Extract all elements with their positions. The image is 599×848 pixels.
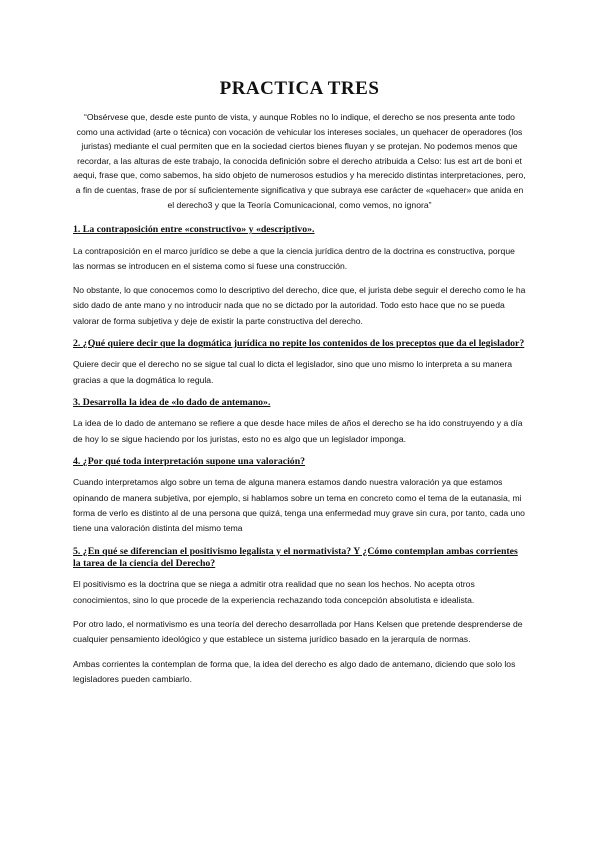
section-1 xyxy=(73,224,526,329)
answer-paragraph: La contraposición en el marco jurídico se debe a que la ciencia jurídica dentro de la doctrina es constructiva, porque las normas se introducen en el sistema como si fuese una construcción. xyxy=(73,245,515,271)
question-heading: 2. ¿Qué quiere decir que la dogmática jurídica no repite los contenidos de los preceptos que da el legislador? xyxy=(73,338,525,350)
section-2 xyxy=(73,338,526,388)
question-heading: 1. La contraposición entre «constructivo» y «descriptivo». xyxy=(73,224,315,236)
answer-paragraph: El positivismo es la doctrina que se niega a admitir otra realidad que no sean los hechos. No acepta otros conocimientos, sino lo que procede de la experiencia rechazando toda concepción absolutista e idealista. xyxy=(73,579,475,605)
section-3 xyxy=(73,397,526,447)
answer-paragraph: La idea de lo dado de antemano se refiere a que desde hace miles de años el derecho se ha ido construyendo y a día de hoy lo se sigue haciendo por los juristas, esto no es algo que un legislador imponga. xyxy=(73,418,523,444)
answer-paragraph: Cuando interpretamos algo sobre un tema de alguna manera estamos dando nuestra valoración ya que estamos opinando de manera subjetiva, por ejemplo, si hablamos sobre un tema en concreto como el tema de la eutanasia, mi forma de verlo es distinto al de una persona que quizá, tenga una enfermedad muy grave sin cura, por tanto, cada uno tiene una valoración distinta del mismo tema xyxy=(73,477,525,534)
answer-paragraph: Quiere decir que el derecho no se sigue tal cual lo dicta el legislador, sino que uno mismo lo interpreta a su manera gracias a que la dogmática lo regula. xyxy=(73,359,513,385)
question-heading: 5. ¿En qué se diferencian el positivismo legalista y el normativista? Y ¿Cómo contemplan ambas corrientes la tarea de la ciencia del Derecho? xyxy=(73,545,518,570)
answer-paragraph: No obstante, lo que conocemos como lo descriptivo del derecho, dice que, el jurista debe seguir el derecho como le ha sido dado de ante mano y no introducir nada que no se dictado por la autoridad. Todo esto hace que no se pueda valorar de forma subjetiva y deje de existir la parte constructiva del derecho. xyxy=(73,285,526,326)
answer-paragraph: Por otro lado, el normativismo es una teoría del derecho desarrollada por Hans Kelsen que pretende desprenderse de cualquier pensamiento ideológico y que establece un sistema jurídico basado en la jerarquía de normas. xyxy=(73,619,523,645)
section-5 xyxy=(73,546,526,688)
question-heading: 4. ¿Por qué toda interpretación supone una valoración? xyxy=(73,456,306,468)
question-heading: 3. Desarrolla la idea de «lo dado de antemano». xyxy=(73,397,271,409)
answer-paragraph: Ambas corrientes la contemplan de forma que, la idea del derecho es algo dado de antemano, diciendo que solo los legisladores pueden cambiarlo. xyxy=(73,658,516,684)
section-4 xyxy=(73,456,526,537)
intro-quote: “Obsérvese que, desde este punto de vista, y aunque Robles no lo indique, el derecho se nos presenta ante todo como una actividad (arte o técnica) con vocación de vehicular los intereses sociales, un quehacer de operadores (los juristas) mediante el cual permiten que en la sociedad ciertos bienes fluyan y se protejan. No podemos menos que recordar, a las alturas de este trabajo, la conocida definición sobre el derecho atribuida a Celso: Ius est art de boni et aequi, frase que, como sabemos, ha sido objeto de numerosos estudios y ha merecido distintas interpretaciones, pero, a fin de cuentas, frase de por sí suficientemente significativa y que subraya ese carácter de «quehacer» que anida en el derecho3 y que la Teoría Comunicacional, como vemos, no ignora” xyxy=(73,112,526,210)
page-title: PRACTICA TRES xyxy=(219,78,380,99)
